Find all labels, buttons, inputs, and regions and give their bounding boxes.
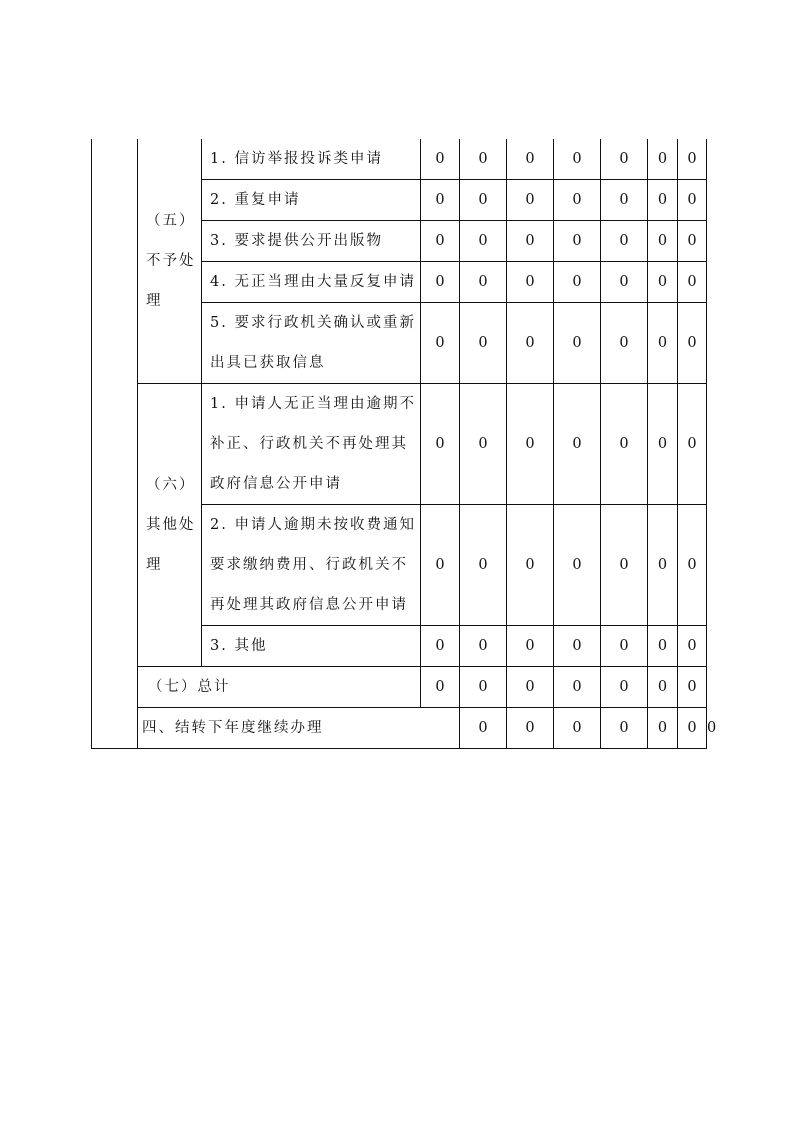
value-cell: 0 xyxy=(421,180,460,221)
total-label: （七）总计 xyxy=(138,667,421,708)
blank-column-cell xyxy=(92,139,138,749)
value-cell: 0 xyxy=(554,303,601,384)
value-cell: 0 xyxy=(460,626,507,667)
value-cell: 0 xyxy=(601,180,648,221)
category-label-line2: 其他处 xyxy=(146,517,196,533)
value-cell: 0 xyxy=(554,384,601,505)
value-cell: 0 xyxy=(601,262,648,303)
value-cell: 0 xyxy=(421,505,460,626)
value-cell: 0 xyxy=(678,626,707,667)
item-label: 4. 无正当理由大量反复申请 xyxy=(202,262,421,303)
value-cell: 0 xyxy=(601,626,648,667)
value-cell: 0 xyxy=(507,262,554,303)
value-cell: 0 xyxy=(554,139,601,180)
value-cell: 0 xyxy=(460,303,507,384)
value-cell: 0 xyxy=(648,139,678,180)
value-cell: 0 xyxy=(601,505,648,626)
value-cell: 0 xyxy=(460,139,507,180)
value-cell: 0 xyxy=(507,139,554,180)
value-cell: 0 xyxy=(507,505,554,626)
value-cell: 0 xyxy=(601,708,648,749)
statistics-table xyxy=(91,139,717,749)
value-cell: 0 xyxy=(460,180,507,221)
value-cell: 0 xyxy=(648,505,678,626)
value-cell: 0 xyxy=(554,626,601,667)
table-row xyxy=(92,139,707,180)
value-cell: 0 xyxy=(421,384,460,505)
value-cell: 0 xyxy=(421,667,460,708)
value-cell: 0 xyxy=(678,262,707,303)
category-label-line1: （六） xyxy=(146,477,196,493)
item-label: 2. 申请人逾期未按收费通知要求缴纳费用、行政机关不再处理其政府信息公开申请 xyxy=(202,505,421,626)
value-cell: 0 xyxy=(678,708,707,749)
value-cell: 0 xyxy=(421,303,460,384)
value-cell: 0 xyxy=(601,667,648,708)
item-label: 1. 申请人无正当理由逾期不补正、行政机关不再处理其政府信息公开申请 xyxy=(202,384,421,505)
value-cell: 0 xyxy=(460,221,507,262)
value-cell: 0 xyxy=(678,180,707,221)
item-label: 2. 重复申请 xyxy=(202,180,421,221)
value-cell: 0 xyxy=(601,303,648,384)
value-cell: 0 xyxy=(507,180,554,221)
value-cell: 0 xyxy=(554,221,601,262)
value-cell: 0 xyxy=(601,221,648,262)
item-label: 5. 要求行政机关确认或重新出具已获取信息 xyxy=(202,303,421,384)
section4-label: 四、结转下年度继续办理 xyxy=(138,708,460,749)
value-cell: 0 xyxy=(678,221,707,262)
value-cell: 0 xyxy=(678,139,707,180)
item-label: 3. 其他 xyxy=(202,626,421,667)
value-cell: 0 xyxy=(460,708,507,749)
value-cell: 0 xyxy=(601,384,648,505)
value-cell: 0 xyxy=(421,626,460,667)
value-cell: 0 xyxy=(421,139,460,180)
value-cell: 0 xyxy=(648,262,678,303)
value-cell: 0 xyxy=(507,667,554,708)
value-cell: 0 xyxy=(554,708,601,749)
category-cell-group5 xyxy=(138,139,202,384)
value-cell: 0 xyxy=(554,505,601,626)
value-cell: 0 xyxy=(507,221,554,262)
value-cell: 0 xyxy=(460,667,507,708)
value-cell: 0 xyxy=(554,262,601,303)
value-cell: 0 xyxy=(601,139,648,180)
category-label-line1: （五） xyxy=(146,213,196,229)
value-cell: 0 xyxy=(460,505,507,626)
category-cell-group6 xyxy=(138,384,202,667)
value-cell: 0 xyxy=(460,262,507,303)
value-cell: 0 xyxy=(507,384,554,505)
value-cell: 0 xyxy=(421,221,460,262)
value-cell: 0 xyxy=(648,667,678,708)
item-label: 1. 信访举报投诉类申请 xyxy=(202,139,421,180)
value-cell: 0 xyxy=(648,221,678,262)
value-cell: 0 xyxy=(648,180,678,221)
value-cell: 0 xyxy=(554,180,601,221)
value-cell: 0 xyxy=(678,667,707,708)
value-cell: 0 xyxy=(507,626,554,667)
table-row xyxy=(92,384,707,505)
value-cell: 0 xyxy=(648,708,678,749)
table-row-total xyxy=(92,667,707,708)
value-cell: 0 xyxy=(648,384,678,505)
table-row-section4: 四、结转下年度继续办理 0 0 0 0 0 0 0 xyxy=(92,708,707,749)
category-label-line3: 理 xyxy=(146,557,163,573)
value-cell: 0 xyxy=(648,626,678,667)
value-cell: 0 xyxy=(460,384,507,505)
item-label: 3. 要求提供公开出版物 xyxy=(202,221,421,262)
category-label-line3: 理 xyxy=(146,293,163,309)
value-cell: 0 xyxy=(554,667,601,708)
value-cell: 0 xyxy=(507,303,554,384)
value-cell: 0 xyxy=(648,303,678,384)
value-cell: 0 xyxy=(678,384,707,505)
value-cell: 0 xyxy=(507,708,554,749)
value-cell: 0 xyxy=(678,303,707,384)
value-cell: 0 xyxy=(421,262,460,303)
value-cell: 0 xyxy=(678,505,707,626)
category-label-line2: 不予处 xyxy=(146,253,196,269)
